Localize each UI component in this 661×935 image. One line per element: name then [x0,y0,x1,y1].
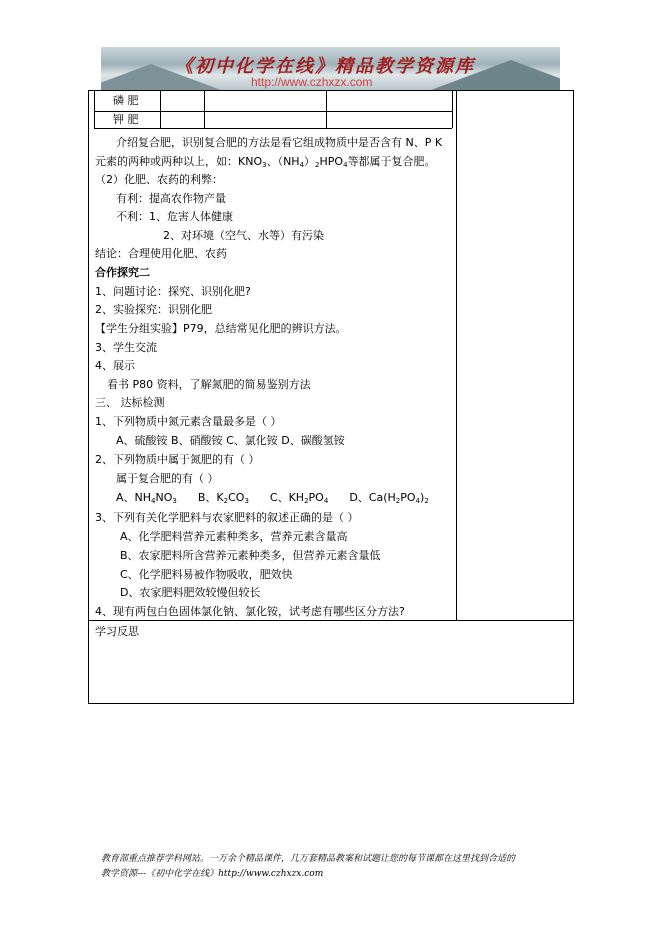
test-question-3-option-c: C、化学肥料易被作物吸收，肥效快 [120,568,293,581]
question-2: 2、实验探究：识别化肥 [95,303,212,316]
learning-reflection-label: 学习反思 [95,625,139,638]
compound-fertilizer-examples: 元素的两种或两种以上，如：$KNO_3$、$(NH_4)_2HPO_4$等都属于复合肥。 [95,155,436,169]
question-3: 3、学生交流 [95,341,157,354]
column-divider [456,90,457,620]
question-1: 1、问题讨论：探究、识别化肥? [95,285,251,298]
banner-url[interactable]: http://www.czhxzx.com [251,75,373,89]
reflection-divider [88,620,574,621]
question-4: 4、展示 [95,359,135,372]
test-question-3: 3、下列有关化学肥料与农家肥料的叙述正确的是（ ） [95,511,359,524]
test-question-3-option-b: B、农家肥料所含营养元素种类多，但营养元素含量低 [120,549,381,562]
compound-fertilizer-intro: 介绍复合肥，识别复合肥的方法是看它组成物质中是否含有 N、P K [116,136,443,149]
disadvantage-2: 2、对环境（空气、水等）有污染 [163,229,324,242]
test-question-1-options: A、硫酸铵 B、硝酸铵 C、氯化铵 D、碳酸氢铵 [116,434,345,447]
footer-line-2: 教学资源---《初中化学在线》http://www.czhxzx.com [101,869,324,879]
test-question-2: 2、下列物质中属于氮肥的有（ ） [95,453,260,466]
test-question-3-option-a: A、化学肥料营养元素种类多，营养元素含量高 [120,530,348,543]
disadvantage-1: 不利：1、危害人体健康 [116,210,233,223]
footer-line-1: 教育部重点推荐学科网站。一万余个精品课件，几万套精品教案和试题让您的每节课都在这里找到合适的 [101,854,516,864]
cooperative-inquiry-heading: 合作探究二 [95,266,150,279]
table-row-label: 钾 肥 [113,113,139,126]
table-row-label: 磷 肥 [113,94,139,107]
test-question-4: 4、现有两包白色固体氯化钠、氯化铵，试考虑有哪些区分方法? [95,605,405,618]
header-banner [101,47,560,90]
section-pros-cons: （2）化肥、农药的利弊： [95,173,223,186]
test-question-2-options: A、$NH_4NO_3$ B、$K_2CO_3$ C、$KH_2PO_4$ D、$Ca(H_2PO_4)_2$ [116,491,429,505]
banner-title: 《初中化学在线》精品教学资源库 [175,56,475,77]
section-assessment: 三、 达标检测 [95,396,165,409]
test-question-1: 1、下列物质中氮元素含量最多是（ ） [95,415,282,428]
advantage-text: 有利：提高农作物产量 [116,192,226,205]
group-experiment: 【学生分组实验】P79，总结常见化肥的辨识方法。 [95,322,347,335]
conclusion-text: 结论：合理使用化肥、农药 [95,247,227,260]
reading-note: 看书 P80 资料，了解氮肥的简易鉴别方法 [107,378,311,391]
test-question-2b: 属于复合肥的有（ ） [116,472,219,485]
test-question-3-option-d: D、农家肥料肥效较慢但较长 [120,586,261,599]
